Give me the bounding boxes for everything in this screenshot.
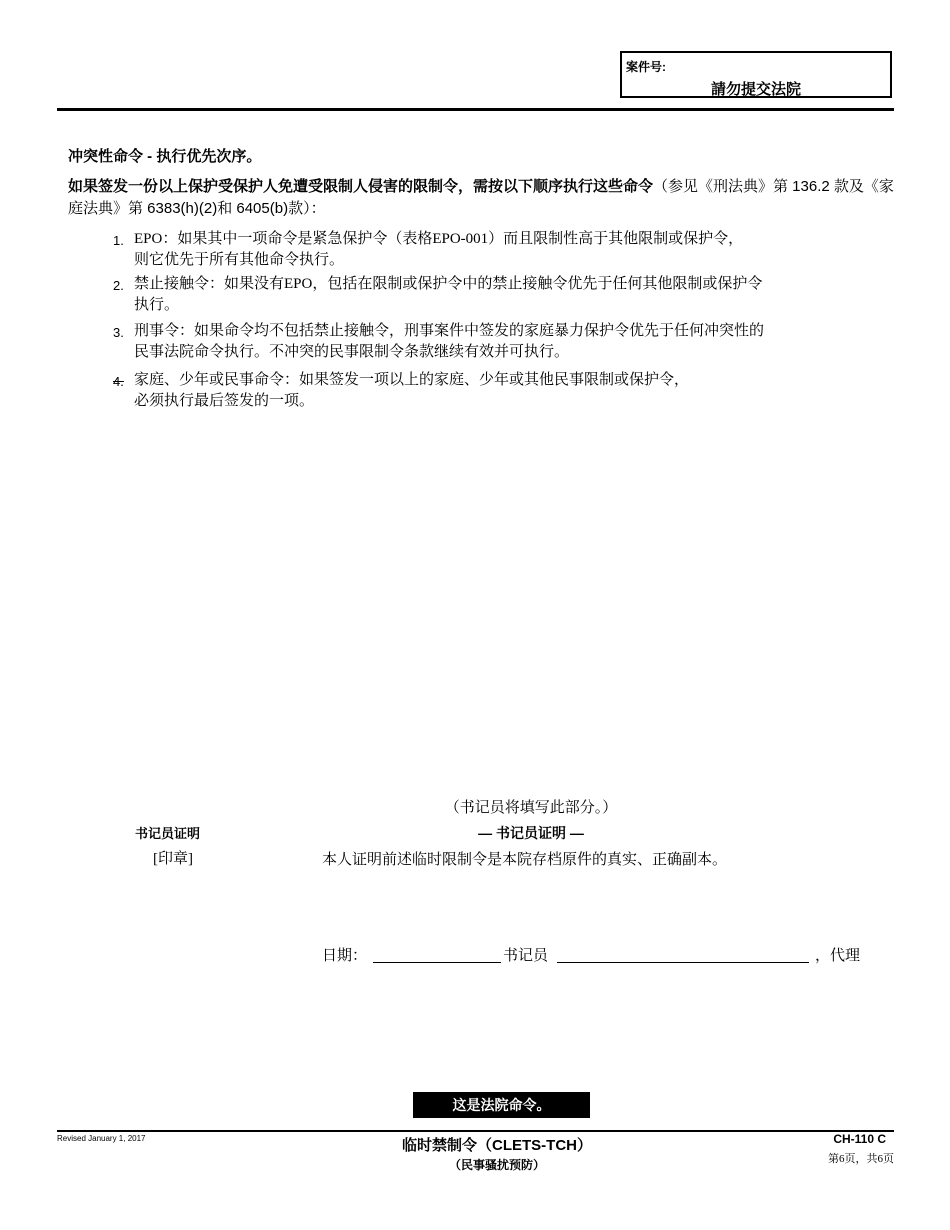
list-item-line: 家庭、少年或民事命令：如果签发一项以上的家庭、少年或其他民事限制或保护令， xyxy=(134,372,690,388)
intro-bold-text: 如果签发一份以上保护受保护人免遭受限制人侵害的限制令，需按以下顺序执行这些命令 xyxy=(68,178,654,195)
clerk-statement: 本人证明前述临时限制令是本院存档原件的真实、正确副本。 xyxy=(322,852,728,868)
intro-rest-text: （参见《刑法典》第 136.2 款及《家庭法典》第 6383(h)(2)和 6405(b)款）： xyxy=(68,178,894,217)
list-item xyxy=(134,229,864,271)
clerk-signature-field[interactable] xyxy=(557,962,809,963)
list-item-number: 3. xyxy=(113,325,124,340)
list-item xyxy=(134,274,864,316)
list-item-number: 1. xyxy=(113,233,124,248)
clerk-certificate-heading: — 书记员证明 — xyxy=(478,825,584,841)
clerk-seal-placeholder: [印章] xyxy=(153,851,193,867)
list-item xyxy=(134,321,864,363)
date-label: 日期： xyxy=(322,948,368,964)
date-field[interactable] xyxy=(373,962,501,963)
deputy-label: ，代理 xyxy=(815,948,861,964)
court-order-badge: 这是法院命令。 xyxy=(413,1092,590,1118)
list-item-number: 2. xyxy=(113,278,124,293)
list-item-line: 必须执行最后签发的一项。 xyxy=(134,393,315,409)
list-item-line: 禁止接触令：如果没有EPO，包括在限制或保护令中的禁止接触令优先于任何其他限制或保护令 xyxy=(134,276,763,292)
list-item-line: 则它优先于所有其他命令执行。 xyxy=(134,252,345,268)
clerk-note: （书记员将填写此部分。） xyxy=(444,800,618,816)
form-title: 临时禁制令（CLETS-TCH） xyxy=(402,1137,592,1154)
clerk-side-title: 书记员证明 xyxy=(135,826,201,841)
revision-date: Revised January 1, 2017 xyxy=(57,1134,146,1143)
list-item-line: 民事法院命令执行。不冲突的民事限制令条款继续有效并可执行。 xyxy=(134,344,570,360)
case-number-label: 案件号: xyxy=(626,60,666,74)
case-number-box xyxy=(620,51,892,98)
form-number: CH-110 C xyxy=(833,1132,886,1146)
list-item-line: 执行。 xyxy=(134,297,180,313)
case-number-value: 請勿提交法院 xyxy=(710,81,801,98)
page-number: 第6页，共6页 xyxy=(828,1153,894,1165)
intro-paragraph xyxy=(68,176,898,220)
clerk-label: 书记员 xyxy=(503,948,549,964)
list-item xyxy=(134,370,864,412)
section-title: 冲突性命令 - 执行优先次序。 xyxy=(68,148,262,165)
list-item-line: 刑事令：如果命令均不包括禁止接触令，刑事案件中签发的家庭暴力保护令优先于任何冲突性的 xyxy=(134,323,765,339)
list-item-number: 4. xyxy=(113,374,124,389)
form-subtitle: （民事骚扰预防） xyxy=(448,1158,545,1172)
list-item-line: EPO：如果其中一项命令是紧急保护令（表格EPO-001）而且限制性高于其他限制或保护令， xyxy=(134,231,744,247)
top-divider xyxy=(57,108,894,111)
bottom-divider xyxy=(57,1130,894,1132)
